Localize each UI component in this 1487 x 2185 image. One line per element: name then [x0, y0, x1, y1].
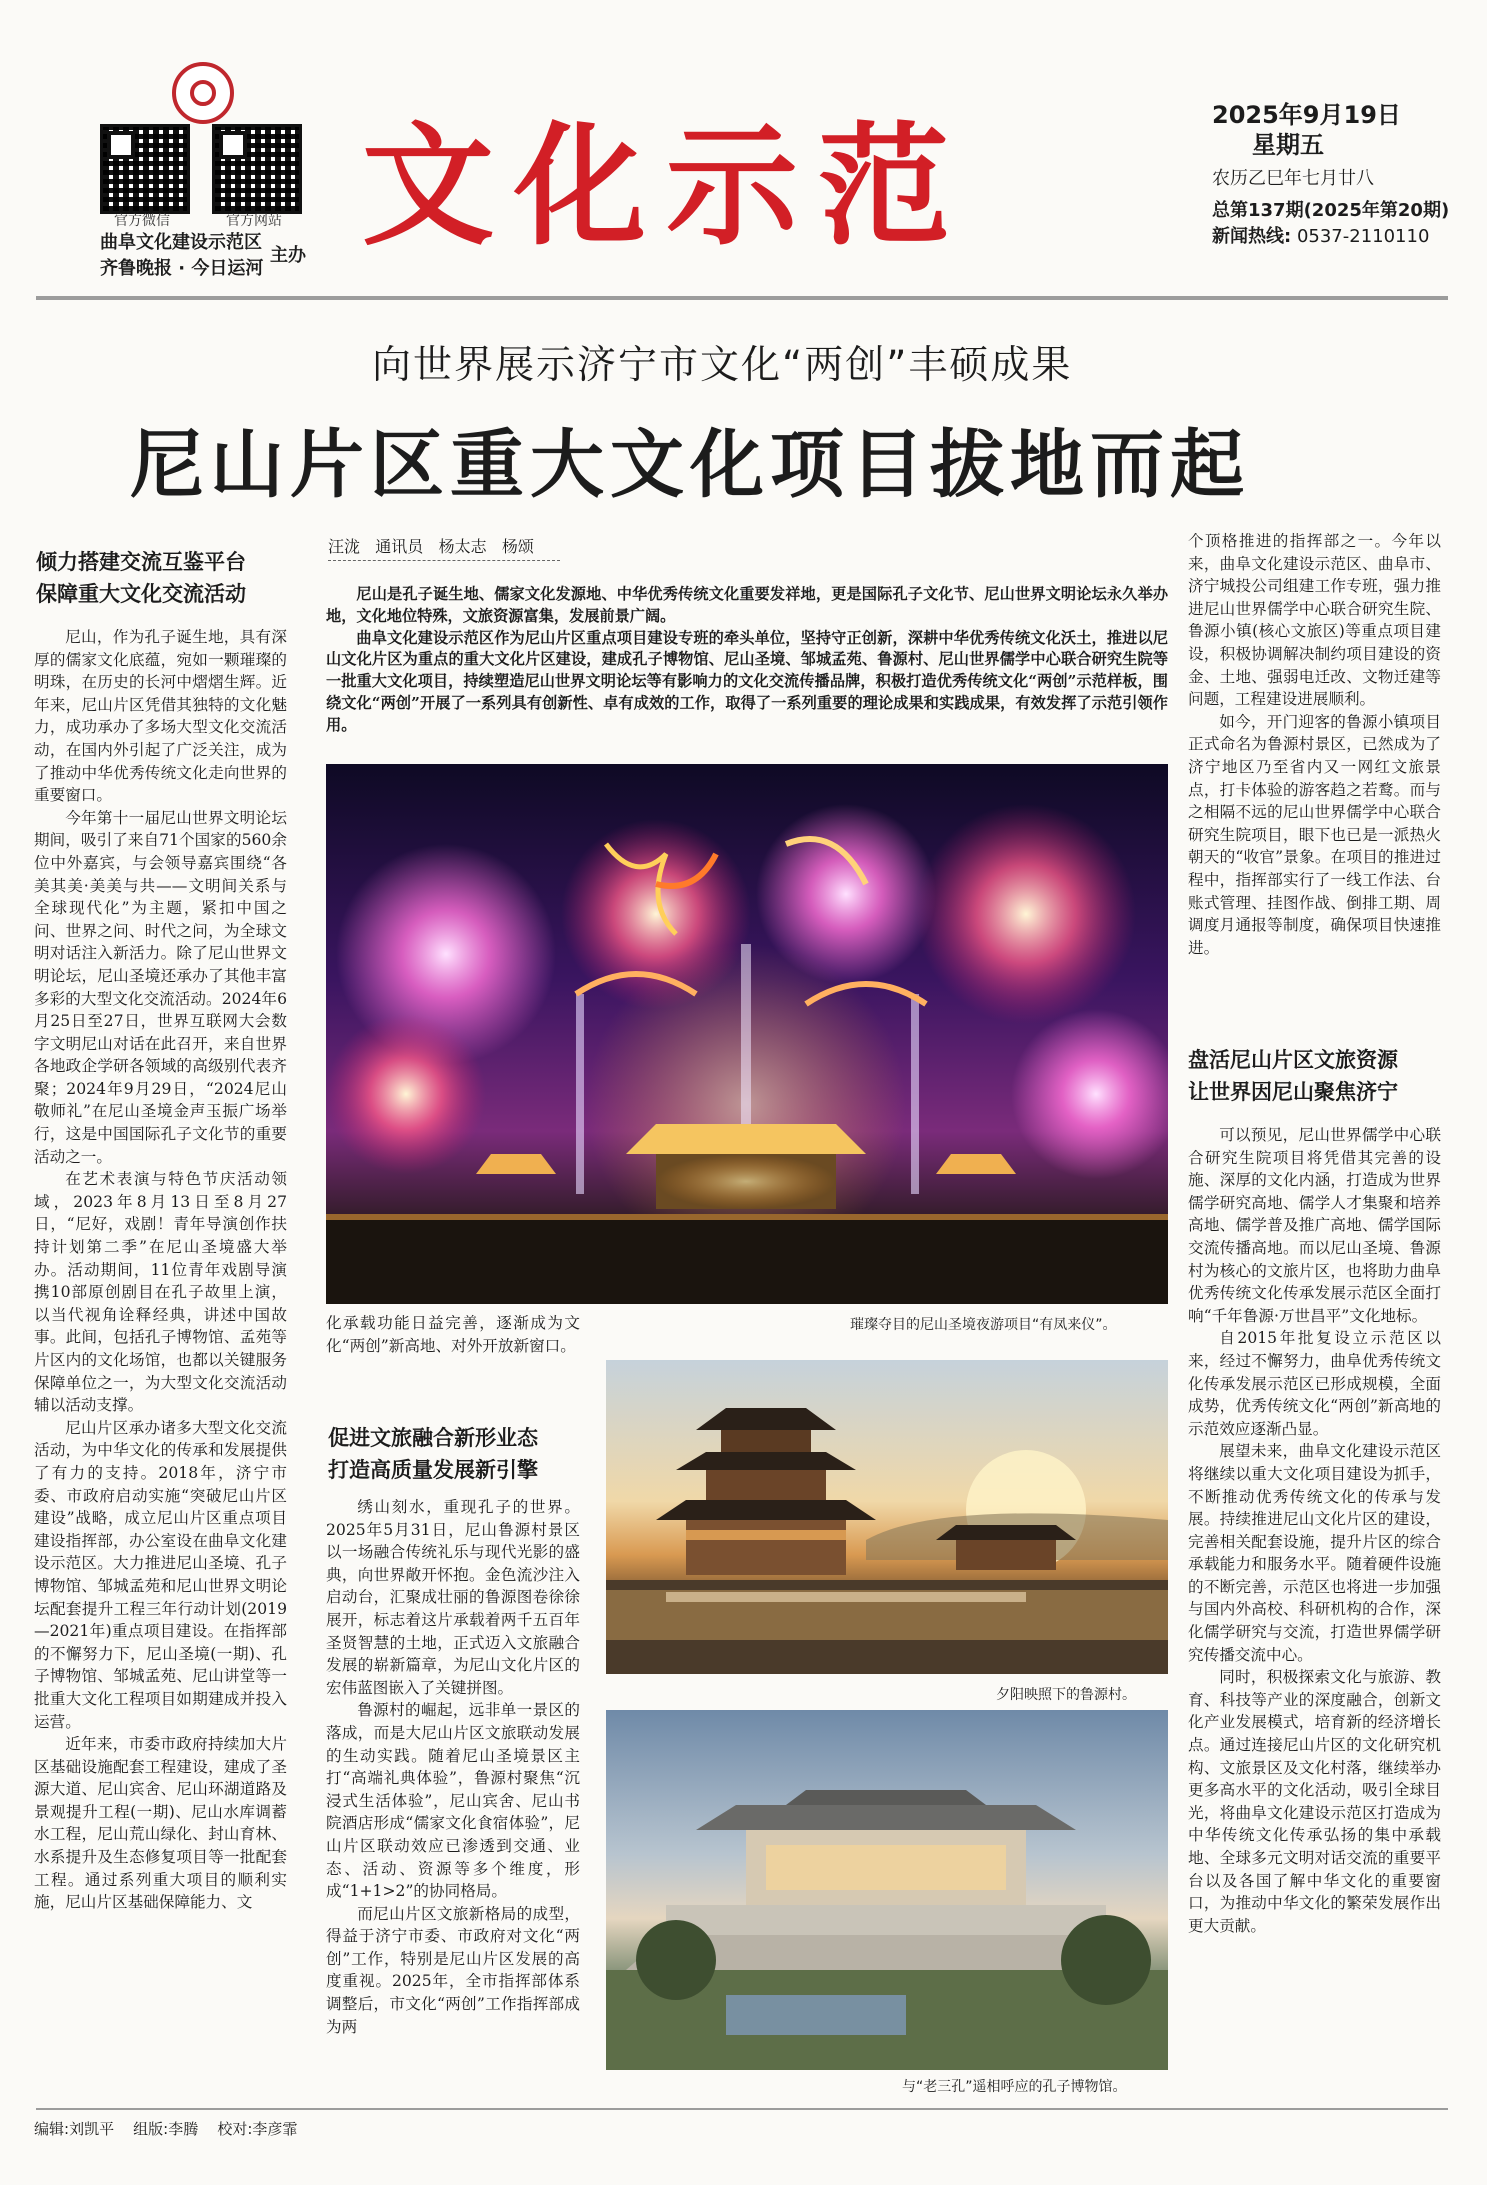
village-illustration	[606, 1360, 1168, 1674]
paragraph: 尼山，作为孔子诞生地，具有深厚的儒家文化底蕴，宛如一颗璀璨的明珠，在历史的长河中熠熠生辉。近年来，尼山片区凭借其独特的文化魅力，成功承办了多场大型文化交流活动，在国内外引起了广泛关注，成为了推动中华优秀传统文化走向世界的重要窗口。	[34, 628, 287, 805]
section-1-title	[36, 546, 296, 610]
article-headline: 尼山片区重大文化项目拔地而起	[130, 422, 1250, 508]
section-3-title-line-1: 盘活尼山片区文旅资源	[1188, 1047, 1398, 1072]
photo-confucius-museum	[606, 1710, 1168, 2070]
website-qr-code-icon[interactable]	[212, 124, 302, 214]
section-2-body	[326, 1496, 580, 2094]
paragraph: 同时，积极探索文化与旅游、教育、科技等产业的深度融合，创新文化产业发展模式，培育新的经济增长点。通过连接尼山片区的文化研究机构、文旅景区及文化村落，继续举办更多高水平的文化活动，吸引全球目光，将曲阜文化建设示范区打造成为中华传统文化传承弘扬的集中承载地、全球多元文明对话交流的重要平台以及各国了解中华文化的重要窗口，为推动中华文化的繁荣发展作出更大贡献。	[1188, 1668, 1441, 1935]
right-column-top	[1188, 530, 1441, 1034]
photo-nishan-night-show	[326, 764, 1168, 1304]
issue-number: 总第137期(2025年第20期)	[1212, 200, 1450, 221]
footer-credits	[34, 2118, 297, 2139]
photo-2-caption: 夕阳映照下的鲁源村。	[996, 1687, 1136, 1703]
paragraph-continuation: 化承载功能日益完善，逐渐成为文化“两创”新高地、对外开放新窗口。	[326, 1314, 580, 1355]
middle-column-top	[326, 1312, 580, 1384]
article-lead	[326, 584, 1168, 760]
section-2-title-line-1: 促进文旅融合新形业态	[328, 1425, 538, 1450]
section-2-title-line-2: 打造高质量发展新引擎	[328, 1457, 538, 1482]
layout-name: 李腾	[168, 2120, 199, 2138]
paragraph: 如今，开门迎客的鲁源小镇项目正式命名为鲁源村景区，已然成为了济宁地区乃至省内又一网红文旅景点，打卡体验的游客趋之若鹜。而与之相隔不远的尼山世界儒学中心联合研究生院项目，眼下也已是一派热火朝天的“收官”景象。在项目的推进过程中，指挥部实行了一线工作法、台账式管理、挂图作战、倒排工期、周调度月通报等制度，确保项目快速推进。	[1188, 712, 1441, 957]
header-rule	[36, 296, 1448, 300]
byline-role: 通讯员	[375, 537, 424, 556]
section-3-body	[1188, 1124, 1441, 2094]
fireworks-illustration	[326, 764, 1168, 1304]
wechat-qr-code-icon[interactable]	[100, 124, 190, 214]
issue-weekday: 星期五	[1252, 131, 1324, 159]
editor-label: 编辑:	[34, 2120, 70, 2138]
qr-label-website: 官方网站	[226, 213, 282, 229]
lunar-date: 农历乙巳年七月廿八	[1212, 168, 1374, 189]
qr-label-wechat: 官方微信	[114, 213, 170, 229]
masthead-emblem-icon	[172, 62, 234, 124]
byline-author: 杨颂	[501, 537, 534, 556]
paragraph: 可以预见，尼山世界儒学中心联合研究生院项目将凭借其完善的设施、深厚的文化内涵，打造成为世界儒学研究高地、儒学人才集聚和培养高地、儒学普及推广高地、儒学国际交流传播高地。而以尼山圣境、鲁源村为核心的文旅片区，也将助力曲阜优秀传统文化传承发展示范区全面打响“千年鲁源·万世昌平”文化地标。	[1188, 1126, 1441, 1325]
section-3-title-line-2: 让世界因尼山聚焦济宁	[1188, 1079, 1398, 1104]
hotline	[1212, 224, 1449, 250]
footer-rule	[36, 2108, 1448, 2110]
paragraph: 近年来，市委市政府持续加大片区基础设施配套工程建设，建成了圣源大道、尼山宾舍、尼山环湖道路及景观提升工程(一期)、尼山水库调蓄水工程，尼山荒山绿化、封山育林、水系提升及生态修复项目等一批配套工程。通过系列重大项目的顺利实施，尼山片区基础保障能力、文	[34, 1735, 287, 1912]
byline-author: 汪泷	[328, 537, 361, 556]
article-kicker: 向世界展示济宁市文化“两创”丰硕成果	[372, 343, 1073, 388]
paragraph: 今年第十一届尼山世界文明论坛期间，吸引了来自71个国家的560余位中外嘉宾，与会领导嘉宾围绕“各美其美·美美与共——文明间关系与全球现代化”为主题，紧扣中国之问、世界之问、时代之问，为全球文明对话注入新活力。除了尼山世界文明论坛，尼山圣境还承办了其他丰富多彩的大型文化交流活动。2024年6月25日至27日，世界互联网大会数字文明尼山对话在此召开，来自世界各地政企学研各领域的高级别代表齐聚；2024年9月29日，“2024尼山敬师礼”在尼山圣境金声玉振广场举行，这是中国国际孔子文化节的重要活动之一。	[34, 808, 287, 1166]
lead-paragraph: 曲阜文化建设示范区作为尼山片区重点项目建设专班的牵头单位，坚持守正创新，深耕中华优秀传统文化沃土，推进以尼山文化片区为重点的重大文化片区建设，建成孔子博物馆、尼山圣境、邹城孟苑、鲁源村、尼山世界儒学中心联合研究生院等一批重大文化项目，持续塑造尼山世界文明论坛等有影响力的文化交流传播品牌，积极打造优秀传统文化“两创”示范样板，围绕文化“两创”开展了一系列具有创新性、卓有成效的工作，取得了一系列重要的理论成果和实践成果，有效发挥了示范引领作用。	[326, 628, 1168, 734]
byline-author: 杨太志	[438, 537, 487, 556]
paragraph: 展望未来，曲阜文化建设示范区将继续以重大文化项目建设为抓手，不断推动优秀传统文化的传承与发展。持续推进尼山文化片区的建设，完善相关配套设施，提升片区的综合承载能力和服务水平。随着硬件设施的不断完善，示范区也将进一步加强与国内外高校、科研机构的合作，深化儒学研究与交流，打造世界儒学研究传播交流中心。	[1188, 1442, 1441, 1664]
paragraph: 绣山刻水，重现孔子的世界。2025年5月31日，尼山鲁源村景区以一场融合传统礼乐与现代光影的盛典，向世界敞开怀抱。金色流沙注入启动台，汇聚成壮丽的鲁源图卷徐徐展开，标志着这片承载着两千五百年圣贤智慧的土地，正式迈入文旅融合发展的崭新篇章，为尼山文化片区的宏伟蓝图嵌入了关键拼图。	[326, 1498, 580, 1697]
proof-name: 李彦霏	[252, 2120, 298, 2138]
photo-luyuan-village	[606, 1360, 1168, 1674]
proof-label: 校对:	[217, 2120, 253, 2138]
section-3-title	[1188, 1044, 1448, 1108]
section-1-title-line-1: 倾力搭建交流互鉴平台	[36, 549, 246, 574]
issue-info	[1212, 100, 1449, 250]
sponsor-suffix: 主办	[270, 245, 306, 266]
photo-3-caption: 与“老三孔”遥相呼应的孔子博物馆。	[902, 2079, 1127, 2095]
paragraph: 而尼山片区文旅新格局的成型，得益于济宁市委、市政府对文化“两创”工作，特别是尼山片区发展的高度重视。2025年，全市指挥部体系调整后，市文化“两创”工作指挥部成为两	[326, 1904, 580, 2036]
editor-name: 刘凯平	[69, 2120, 115, 2138]
museum-illustration	[606, 1710, 1168, 2070]
sponsor-1: 曲阜文化建设示范区	[100, 232, 262, 253]
paragraph: 在艺术表演与特色节庆活动领域，2023年8月13日至8月27日，“尼好，戏剧！青年导演创作扶持计划第二季”在尼山圣境盛大举办。活动期间，11位青年戏剧导演携10部原创剧目在孔子故里上演，以当代视角诠释经典，讲述中国故事。此间，包括孔子博物馆、孟苑等片区内的文化场馆，也都以关键服务保障单位之一，为大型文化交流活动辅以活动支撑。	[34, 1170, 287, 1415]
sponsor-list	[100, 230, 263, 282]
section-2-title	[328, 1422, 588, 1486]
masthead-title: 文化示范	[362, 110, 970, 264]
layout-label: 组版:	[133, 2120, 169, 2138]
section-1-body	[34, 626, 287, 2094]
issue-date: 2025年9月19日	[1212, 101, 1401, 129]
hotline-label: 新闻热线:	[1212, 226, 1292, 247]
paragraph: 自2015年批复设立示范区以来，经过不懈努力，曲阜优秀传统文化传承发展示范区已形成规模，全面成势，优秀传统文化“两创”新高地的示范效应逐渐凸显。	[1188, 1329, 1441, 1438]
photo-1-caption: 璀璨夺目的尼山圣境夜游项目“有凤来仪”。	[850, 1317, 1117, 1333]
lead-paragraph: 尼山是孔子诞生地、儒家文化发源地、中华优秀传统文化重要发祥地，更是国际孔子文化节、尼山世界文明论坛永久举办地，文化地位特殊，文旅资源富集，发展前景广阔。	[326, 585, 1168, 625]
paragraph: 鲁源村的崛起，远非单一景区的落成，而是大尼山片区文旅联动发展的生动实践。随着尼山圣境景区主打“高端礼典体验”，鲁源村聚焦“沉浸式生活体验”，尼山宾舍、尼山书院酒店形成“儒家文化食宿体验”，尼山片区联动效应已渗透到交通、业态、活动、资源等多个维度，形成“1+1>2”的协同格局。	[326, 1701, 580, 1901]
section-1-title-line-2: 保障重大文化交流活动	[36, 581, 246, 606]
paragraph: 尼山片区承办诸多大型文化交流活动，为中华文化的传承和发展提供了有力的支持。2018年，济宁市委、市政府启动实施“突破尼山片区建设”战略，成立尼山片区重点项目建设指挥部，办公室设在曲阜文化建设示范区。大力推进尼山圣境、孔子博物馆、邹城孟苑和尼山世界文明论坛配套提升工程三年行动计划(2019—2021年)重点项目建设。在指挥部的不懈努力下，尼山圣境(一期)、孔子博物馆、邹城孟苑、尼山讲堂等一批重大文化工程项目如期建成并投入运营。	[34, 1418, 287, 1731]
sponsor-2: 齐鲁晚报 · 今日运河	[100, 258, 264, 279]
paragraph-continuation: 个顶格推进的指挥部之一。今年以来，曲阜文化建设示范区、曲阜市、济宁城投公司组建工作专班，强力推进尼山世界儒学中心联合研究生院、鲁源小镇(核心文旅区)等重点项目建设，积极协调解决制约项目建设的资金、土地、强弱电迁改、文物迁建等问题，工程建设进展顺利。	[1188, 532, 1441, 709]
hotline-number[interactable]: 0537-2110110	[1296, 226, 1430, 247]
byline	[328, 536, 560, 561]
